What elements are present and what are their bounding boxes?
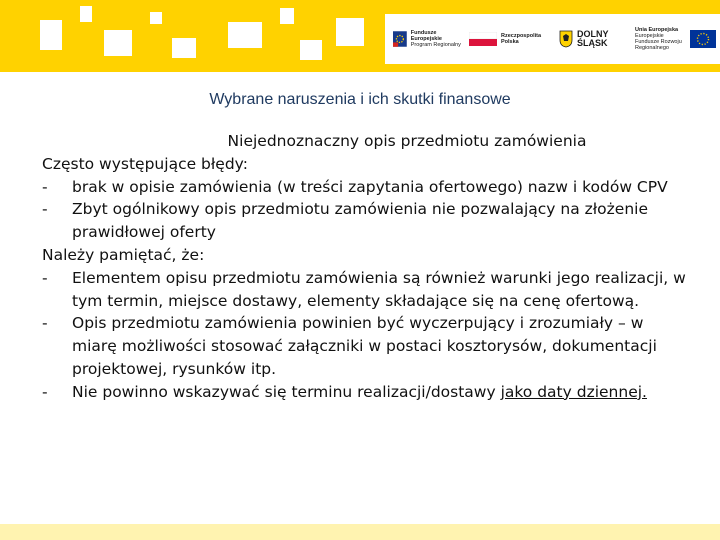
eu-flag-icon	[690, 30, 716, 48]
bullet-dash: -	[42, 177, 48, 196]
decor-square	[104, 30, 132, 56]
list-item-text	[72, 381, 647, 404]
slide-subtitle: Niejednoznaczny opis przedmiotu zamówienia	[227, 132, 587, 150]
fundusze-europejskie-icon	[393, 30, 407, 48]
decor-square	[150, 12, 162, 24]
list-item-text: Zbyt ogólnikowy opis przedmiotu zamówienia nie pozwalający na złożenie prawidłowej oferty	[72, 200, 648, 242]
list-item	[42, 381, 692, 404]
bullet-dash: -	[42, 382, 48, 401]
bullet-dash: -	[42, 268, 48, 287]
logo-unia-europejska	[635, 14, 717, 64]
footer-band	[0, 524, 720, 540]
logo-strip	[385, 14, 720, 64]
decor-square	[300, 40, 322, 60]
underlined-emphasis: jako daty dziennej.	[500, 382, 647, 401]
decor-square	[172, 38, 196, 58]
slide-content	[42, 130, 692, 404]
list-item-text-prefix: Nie powinno wskazywać się terminu realizacji/dostawy	[72, 382, 501, 401]
decor-square	[336, 18, 364, 46]
bullet-dash: -	[42, 314, 48, 333]
header-banner	[0, 0, 720, 72]
logo-sublabel: Europejskie Fundusze Rozwoju Regionalnego	[635, 33, 682, 51]
logo-label: Fundusze Europejskie	[410, 30, 442, 42]
logo-label: Rzeczpospolita Polska	[501, 33, 542, 45]
list-item	[42, 267, 692, 313]
logo-label: Unia Europejska	[635, 27, 679, 33]
bullet-dash: -	[42, 200, 48, 219]
coat-of-arms-icon	[559, 30, 573, 48]
list-item	[42, 198, 692, 244]
decor-square	[40, 20, 62, 50]
slide-title: Wybrane naruszenia i ich skutki finansowe	[209, 91, 511, 108]
section-heading: Należy pamiętać, że:	[42, 245, 205, 264]
logo-rzeczpospolita-polska	[469, 14, 549, 64]
section-heading: Często występujące błędy:	[42, 154, 248, 173]
polish-flag-icon	[469, 32, 497, 46]
logo-sublabel: Program Regionalny	[410, 42, 461, 48]
list-item-text: Elementem opisu przedmiotu zamówienia są również warunki jego realizacji, w tym termin, miejsce dostawy, elementy składające się na cenę ofertową.	[72, 268, 686, 310]
decor-square	[280, 8, 294, 24]
logo-fundusze-europejskie	[393, 14, 461, 64]
list-item-text: Opis przedmiotu zamówienia powinien być wyczerpujący i zrozumiały – w miarę możliwości stosować załączniki w postaci kosztorysów, dokumentacji projektowej, rysunków itp.	[72, 314, 657, 378]
decor-square	[80, 6, 92, 22]
logo-dolny-slask	[559, 14, 631, 64]
list-item	[42, 176, 692, 199]
list-item	[42, 312, 692, 380]
logo-label: DOLNY ŚLĄSK	[577, 29, 609, 48]
decor-square	[228, 22, 262, 48]
list-item-text: brak w opisie zamówienia (w treści zapytania ofertowego) nazw i kodów CPV	[72, 177, 668, 196]
